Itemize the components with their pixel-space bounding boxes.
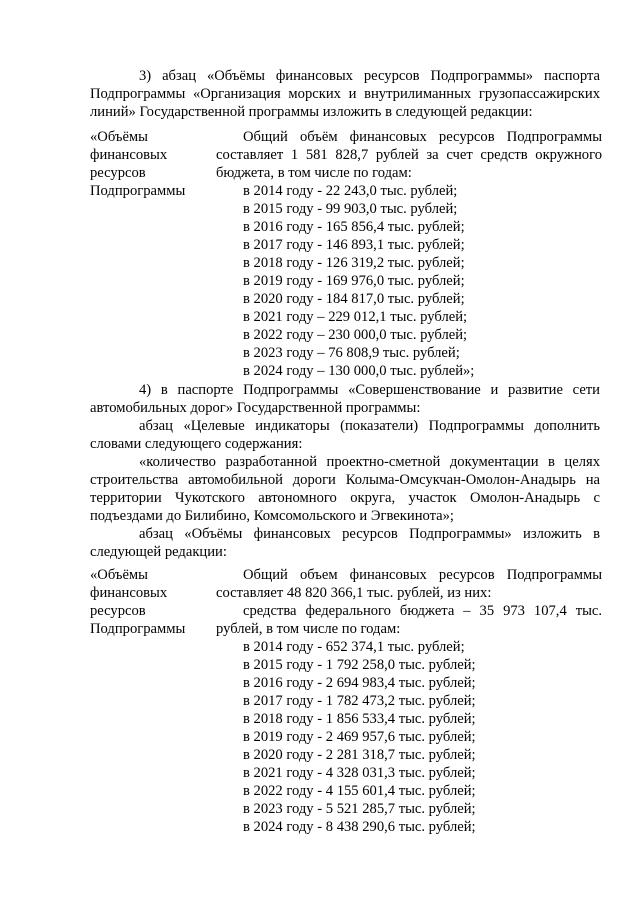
year-item: в 2018 году - 126 319,2 тыс. рублей; (243, 255, 465, 271)
year-item: в 2017 году - 146 893,1 тыс. рублей; (243, 237, 465, 253)
table-1-year-list (216, 182, 602, 380)
year-item: в 2015 году - 1 792 258,0 тыс. рублей; (243, 657, 476, 673)
table-2-label: «Объёмы финансовых ресурсов Подпрограммы (90, 567, 186, 637)
table-2-intro: Общий объем финансовых ресурсов Подпрограммы составляет 48 820 366,1 тыс. рублей, из них: (216, 567, 602, 601)
paragraph-4: 4) в паспорте Подпрограммы «Совершенствование и развитие сети автомобильных дорог» Государственной программы: (90, 382, 600, 416)
year-item: в 2016 году - 165 856,4 тыс. рублей; (243, 219, 465, 235)
table-2-federal: средства федерального бюджета – 35 973 107,4 тыс. рублей, в том числе по годам: (216, 603, 602, 637)
paragraph-quote: «количество разработанной проектно-сметной документации в целях строительства автомобильной дороги Колыма-Омсукчан-Омолон-Анадырь на территории Чукотского автономного округа, участок Омолон-Анадырь с подъездами до Билибино, Комсомольского и Эгвекинота»; (90, 454, 600, 524)
year-item: в 2024 году – 130 000,0 тыс. рублей»; (243, 363, 475, 379)
table-1-intro: Общий объём финансовых ресурсов Подпрограммы составляет 1 581 828,7 рублей за счет средств окружного бюджета, в том числе по годам: (216, 129, 602, 181)
year-item: в 2021 году - 4 328 031,3 тыс. рублей; (243, 765, 476, 781)
year-item: в 2020 году - 184 817,0 тыс. рублей; (243, 291, 465, 307)
year-item: в 2014 году - 22 243,0 тыс. рублей; (243, 183, 458, 199)
year-item: в 2021 году – 229 012,1 тыс. рублей; (243, 309, 468, 325)
year-item: в 2023 году - 5 521 285,7 тыс. рублей; (243, 801, 476, 817)
year-item: в 2020 году - 2 281 318,7 тыс. рублей; (243, 747, 476, 763)
table-1-label: «Объёмы финансовых ресурсов Подпрограммы (90, 129, 186, 199)
paragraph-3: 3) абзац «Объёмы финансовых ресурсов Подпрограммы» паспорта Подпрограммы «Организация морских и внутрилиманных грузопассажирских линий» Государственной программы изложить в следующей редакции: (90, 68, 600, 120)
year-item: в 2019 году - 2 469 957,6 тыс. рублей; (243, 729, 476, 745)
year-item: в 2022 году – 230 000,0 тыс. рублей; (243, 327, 468, 343)
year-item: в 2018 году - 1 856 533,4 тыс. рублей; (243, 711, 476, 727)
paragraph-volumes: абзац «Объёмы финансовых ресурсов Подпрограммы» изложить в следующей редакции: (90, 526, 600, 560)
table-2-year-list (216, 638, 602, 836)
year-item: в 2022 году - 4 155 601,4 тыс. рублей; (243, 783, 476, 799)
year-item: в 2019 году - 169 976,0 тыс. рублей; (243, 273, 465, 289)
table-2-content (216, 566, 602, 836)
year-item: в 2023 году – 76 808,9 тыс. рублей; (243, 345, 460, 361)
year-item: в 2015 году - 99 903,0 тыс. рублей; (243, 201, 458, 217)
year-item: в 2024 году - 8 438 290,6 тыс. рублей; (243, 819, 476, 835)
paragraph-indicators: абзац «Целевые индикаторы (показатели) Подпрограммы дополнить словами следующего содержания: (90, 418, 600, 452)
year-item: в 2014 году - 652 374,1 тыс. рублей; (243, 639, 465, 655)
table-1-content (216, 128, 602, 380)
year-item: в 2016 году - 2 694 983,4 тыс. рублей; (243, 675, 476, 691)
year-item: в 2017 году - 1 782 473,2 тыс. рублей; (243, 693, 476, 709)
